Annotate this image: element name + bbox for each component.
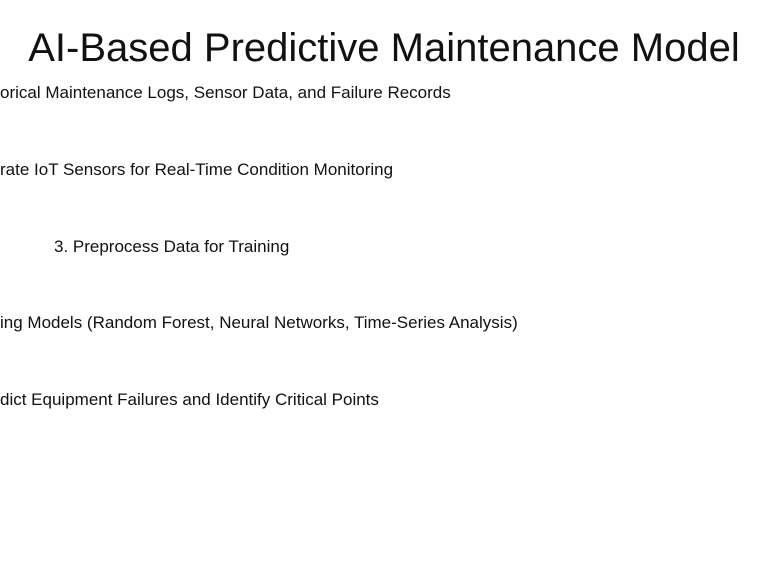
step-4-text: ing Models (Random Forest, Neural Networks, Time-Series Analysis) — [0, 313, 518, 332]
slide-title: AI-Based Predictive Maintenance Model — [28, 26, 740, 70]
step-5-text: dict Equipment Failures and Identify Critical Points — [0, 390, 379, 409]
step-1-text: orical Maintenance Logs, Sensor Data, and Failure Records — [0, 83, 451, 102]
step-2-text: rate IoT Sensors for Real-Time Condition Monitoring — [0, 160, 394, 179]
step-3-text: 3. Preprocess Data for Training — [54, 237, 290, 256]
